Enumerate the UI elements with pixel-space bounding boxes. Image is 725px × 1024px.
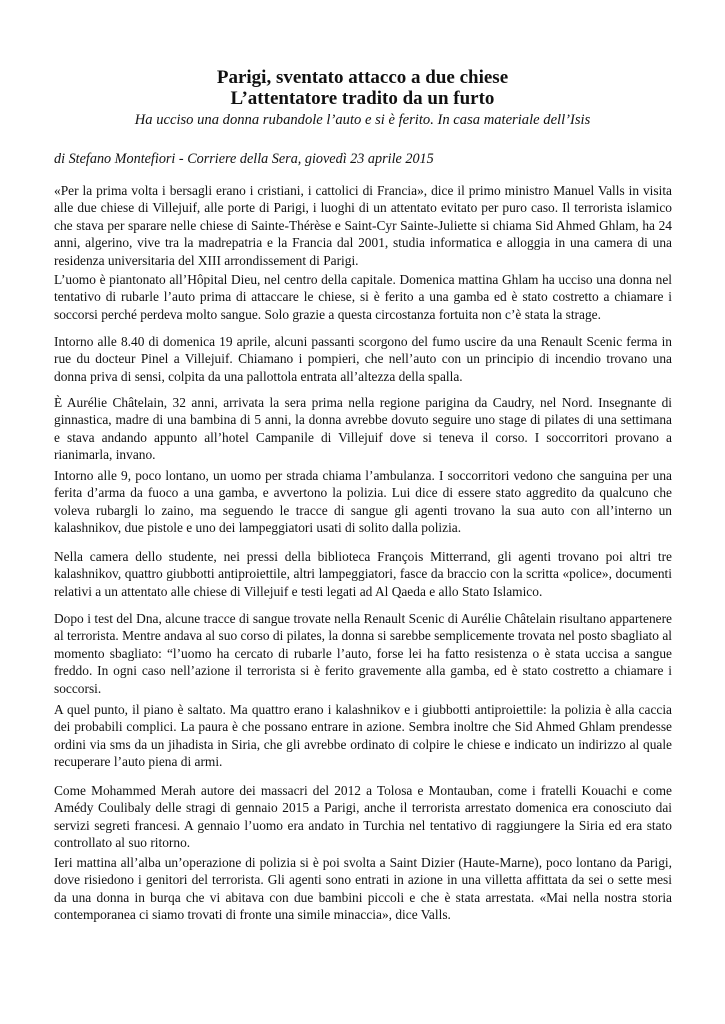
headline-line-2: L’attentatore tradito da un furto	[230, 88, 495, 109]
paragraph-5: Intorno alle 9, poco lontano, un uomo per strada chiama l’ambulanza. I soccorritori vedono che sanguina per una ferita d’arma da fuoco a una gamba, e avvertono la polizia. Lui dice di essere stato aggredito da qualcuno che voleva rubargli lo zaino, ma seguendo le tracce di sangue gli agenti trovano la sua auto con all’interno un kalashnikov, due pistole e uno dei lampeggiatori usati di solito dalla polizia.	[54, 468, 672, 536]
paragraph-10: Ieri mattina all’alba un’operazione di polizia si è poi svolta a Saint Dizier (Haute-Marne), poco lontano da Parigi, dove risiedono i genitori del terrorista. Gli agenti sono entrati in azione in una villetta affittata da sei o sette mesi da una donna in burqa che vi abitava con due bambini piccoli e che è stata arrestata. «Mai nella nostra storia contemporanea ci siamo trovati di fronte una simile minaccia», dice Valls.	[54, 855, 672, 923]
paragraph-1: «Per la prima volta i bersagli erano i cristiani, i cattolici di Francia», dice il primo ministro Manuel Valls in visita alle due chiese di Villejuif, alle porte di Parigi, i luoghi di un attentato evitato per puro caso. Il terrorista islamico che stava per sparare nelle chiese di Sainte-Thérèse e Saint-Cyr Sainte-Juliette si chiama Sid Ahmed Ghlam, ha 24 anni, algerino, vive tra la madrepatria e la Francia dal 2001, studia informatica e alloggia in una camera di una residenza universitaria del XIII arrondissement di Parigi.	[54, 183, 672, 268]
paragraph-8: A quel punto, il piano è saltato. Ma quattro erano i kalashnikov e i giubbotti antiproiettile: la polizia è alla caccia dei probabili complici. La paura è che possano entrare in azione. Sembra inoltre che Sid Ahmed Ghlam prendesse ordini via sms da un jihadista in Siria, che gli avrebbe ordinato di colpire le chiese e indicato un indirizzo al quale recuperare l’auto piena di armi.	[54, 702, 672, 770]
paragraph-3: Intorno alle 8.40 di domenica 19 aprile, alcuni passanti scorgono del fumo uscire da una Renault Scenic ferma in rue du docteur Pinel a Villejuif. Chiamano i pompieri, che nell’auto con un principio di incendio trovano una donna priva di sensi, colpita da una pallottola entrata all’altezza della spalla.	[54, 334, 672, 384]
paragraph-9: Come Mohammed Merah autore dei massacri del 2012 a Tolosa e Montauban, come i fratelli Kouachi e come Amédy Coulibaly delle stragi di gennaio 2015 a Parigi, anche il terrorista arrestato domenica era conosciuto dai servizi segreti francesi. A gennaio l’uomo era andato in Turchia nel tentativo di raggiungere la Siria ed era stato controllato al suo ritorno.	[54, 783, 672, 851]
headline-line-1: Parigi, sventato attacco a due chiese	[216, 67, 509, 88]
paragraph-2: L’uomo è piantonato all’Hôpital Dieu, nel centro della capitale. Domenica mattina Ghlam ha ucciso una donna nel tentativo di rubarle l’auto prima di attaccare le chiese, si è ferito a una gamba ed è stato costretto a chiamare i soccorsi perché perdeva molto sangue. Solo grazie a questa circostanza fortuita non c’è stata la strage.	[54, 272, 672, 322]
paragraph-6: Nella camera dello studente, nei pressi della biblioteca François Mitterrand, gli agenti trovano poi altri tre kalashnikov, quattro giubbotti antiproiettile, altri lampeggiatori, fasce da braccio con la scritta «police», documenti relativi a un attentato alle chiese di Villejuif e testi legati ad Al Qaeda e allo Stato Islamico.	[54, 549, 672, 599]
paragraph-4: È Aurélie Châtelain, 32 anni, arrivata la sera prima nella regione parigina da Caudry, nel Nord. Insegnante di ginnastica, madre di una bambina di 5 anni, la donna avrebbe dovuto seguire uno stage di pilates di una settimana e stava andando appunto all’hotel Campanile di Villejuif dove si teneva il corso. I soccorritori provano a rianimarla, invano.	[54, 395, 672, 463]
paragraph-7: Dopo i test del Dna, alcune tracce di sangue trovate nella Renault Scenic di Aurélie Châtelain risultano appartenere al terrorista. Mentre andava al suo corso di pilates, la donna si sarebbe semplicemente trovata nel posto sbagliato al momento sbagliato: “l’uomo ha cercato di rubarle l’auto, forse lei ha fatto resistenza o è stata uccisa a sangue freddo. In ogni caso nell’azione il terrorista si è ferito gravemente alla gamba, ed è stato costretto a chiamare i soccorsi.	[54, 611, 672, 696]
subheadline: Ha ucciso una donna rubandole l’auto e si è ferito. In casa materiale dell’Isis	[134, 112, 591, 128]
byline: di Stefano Montefiori - Corriere della Sera, giovedì 23 aprile 2015	[54, 151, 434, 167]
